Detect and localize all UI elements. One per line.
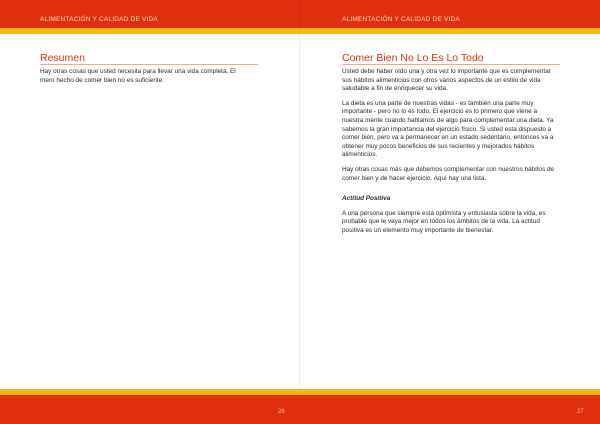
page-spine <box>299 0 300 424</box>
left-paragraph: Hay otras cosas que usted necesita para llevar una vida completa. El mero hecho de comer bien no es suficiente. <box>40 68 236 84</box>
bottom-red-band <box>0 395 600 424</box>
right-page-number: 27 <box>577 409 584 415</box>
right-paragraph: A una persona que siempre está optimista y entusiasta sobre la vida, es probable que le vaya mejor en todos los ámbitos de la vida. La actitud positiva es un elemento muy importante de bienestar. <box>342 209 546 234</box>
left-title-rule <box>40 64 258 65</box>
right-paragraph: Hay otras cosas más que debemos complementar con nuestros hábitos de comer bien y de hacer ejercicio. Aquí hay una lista. <box>342 165 555 182</box>
left-page-title: Resumen <box>40 52 85 64</box>
subheading-actitud-positiva: Actitud Positiva <box>342 195 391 203</box>
top-yellow-stripe <box>0 28 600 34</box>
right-paragraph: Usted debe haber oído una y otra vez lo importante que es complementar sus hábitos alimenticios con otros varios aspectos de un estilo de vida saludable a fin de enriquecer su vida. <box>342 68 551 93</box>
right-paragraph: La dieta es una parte de nuestras vidas - es también una parte muy importante - pero no lo es todo. El ejercicio es lo primero que viene a nuestra mente cuando hablamos de algo para complementar una dieta. Ya sabemos la gran importancia del ejercicio físico. Si usted esta dispuesto a comer bien, pero va a permanecer en un estado sedentario, entonces va a obtener muy pocos beneficios de sus recientes y mejorados hábitos alimenticios. <box>342 99 554 159</box>
left-page-body <box>40 68 252 91</box>
left-running-header: ALIMENTACIÓN Y CALIDAD DE VIDA <box>40 16 158 23</box>
left-page-number: 26 <box>278 409 285 415</box>
right-title-rule <box>342 64 560 65</box>
right-page-title: Comer Bien No Lo Es Lo Todo <box>342 52 484 64</box>
right-page-body <box>342 68 556 242</box>
right-running-header: ALIMENTACIÓN Y CALIDAD DE VIDA <box>342 16 460 23</box>
top-red-band <box>0 0 600 28</box>
